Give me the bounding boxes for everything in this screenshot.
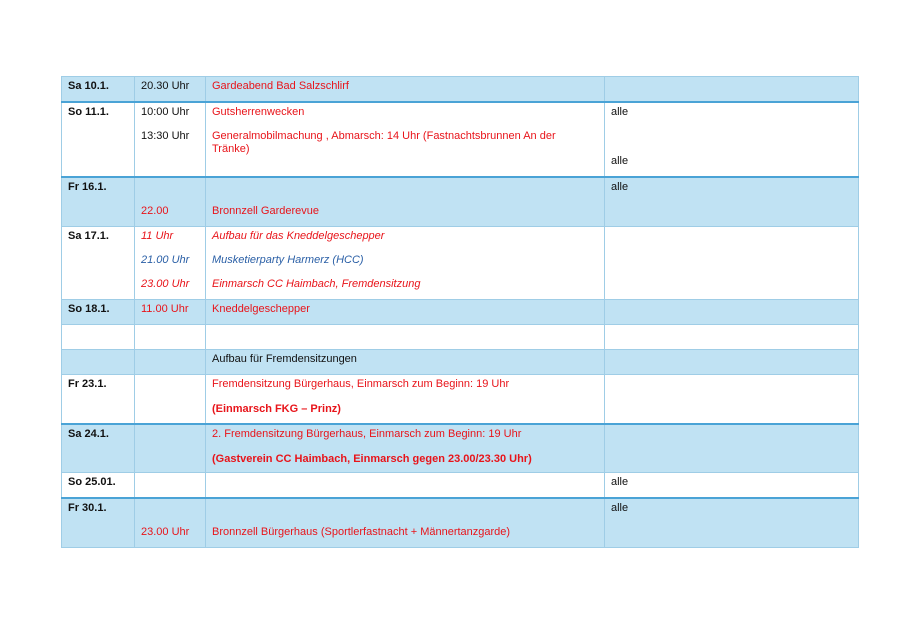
event-cell <box>206 77 605 102</box>
day-cell <box>62 77 135 102</box>
table-row <box>62 227 859 300</box>
event-cell <box>206 350 605 375</box>
table-row <box>62 300 859 325</box>
day-cell <box>62 177 135 227</box>
day-cell <box>62 227 135 300</box>
event-cell <box>206 498 605 548</box>
day-label: Sa 24.1. <box>68 427 109 440</box>
day-cell <box>62 498 135 548</box>
who-cell <box>605 473 859 498</box>
schedule-table <box>61 76 859 548</box>
time-label: 20.30 Uhr <box>141 80 190 92</box>
day-label: Fr 23.1. <box>68 378 107 390</box>
event-label: Bronnzell Garderevue <box>212 204 320 217</box>
event-label: Einmarsch CC Haimbach, Fremdensitzung <box>212 278 421 290</box>
who-cell <box>605 375 859 424</box>
event-label: Gutsherrenwecken <box>212 105 305 118</box>
table-row <box>62 424 859 473</box>
who-cell <box>605 325 859 350</box>
who-label: alle <box>611 501 629 514</box>
day-cell <box>62 424 135 473</box>
time-label: 11.00 Uhr <box>141 303 189 315</box>
event-label: (Einmarsch FKG – Prinz) <box>212 403 341 415</box>
time-cell <box>135 375 206 424</box>
time-cell <box>135 498 206 548</box>
who-cell <box>605 77 859 102</box>
event-label: Generalmobilmachung , Abmarsch: 14 Uhr (Fastnachtsbrunnen An der Tränke) <box>212 129 556 155</box>
day-cell <box>62 300 135 325</box>
time-label: 23.00 Uhr <box>141 278 190 290</box>
event-label: (Gastverein CC Haimbach, Einmarsch gegen 23.00/23.30 Uhr) <box>212 452 532 465</box>
event-cell <box>206 424 605 473</box>
event-label: Aufbau für das Kneddelgeschepper <box>212 230 385 242</box>
time-label: 13:30 Uhr <box>141 129 190 142</box>
event-label: Musketierparty Harmerz (HCC) <box>212 254 364 266</box>
day-cell <box>62 375 135 424</box>
time-label: 11 Uhr <box>141 230 174 242</box>
event-cell <box>206 300 605 325</box>
who-cell <box>605 102 859 177</box>
time-cell <box>135 473 206 498</box>
event-cell <box>206 227 605 300</box>
who-cell <box>605 498 859 548</box>
event-label: Aufbau für Fremdensitzungen <box>212 353 357 365</box>
day-label: Fr 16.1. <box>68 180 107 193</box>
day-label: Sa 10.1. <box>68 80 109 92</box>
who-label: alle <box>611 476 629 488</box>
day-cell <box>62 350 135 375</box>
event-cell <box>206 102 605 177</box>
who-label: alle <box>611 154 629 167</box>
time-cell <box>135 300 206 325</box>
time-cell <box>135 102 206 177</box>
who-label: alle <box>611 180 629 193</box>
table-row <box>62 350 859 375</box>
time-cell <box>135 177 206 227</box>
who-cell <box>605 227 859 300</box>
who-cell <box>605 424 859 473</box>
time-cell <box>135 227 206 300</box>
day-label: So 18.1. <box>68 303 110 315</box>
table-row <box>62 325 859 350</box>
event-cell <box>206 473 605 498</box>
day-label: So 25.01. <box>68 476 116 488</box>
table-row <box>62 375 859 424</box>
time-label: 22.00 <box>141 204 169 217</box>
day-label: Fr 30.1. <box>68 501 107 514</box>
time-label: 10:00 Uhr <box>141 105 190 118</box>
table-row <box>62 102 859 177</box>
table-row <box>62 473 859 498</box>
event-label: 2. Fremdensitzung Bürgerhaus, Einmarsch zum Beginn: 19 Uhr <box>212 427 522 440</box>
event-label: Gardeabend Bad Salzschlirf <box>212 80 349 92</box>
time-cell <box>135 424 206 473</box>
time-label: 23.00 Uhr <box>141 525 190 538</box>
who-cell <box>605 177 859 227</box>
day-cell <box>62 473 135 498</box>
event-cell <box>206 325 605 350</box>
day-cell <box>62 325 135 350</box>
time-cell <box>135 325 206 350</box>
table-row <box>62 498 859 548</box>
event-label: Kneddelgeschepper <box>212 303 310 315</box>
event-cell <box>206 375 605 424</box>
day-label: Sa 17.1. <box>68 230 109 242</box>
time-cell <box>135 77 206 102</box>
table-row <box>62 177 859 227</box>
time-label: 21.00 Uhr <box>141 254 190 266</box>
who-label <box>611 77 852 80</box>
who-cell <box>605 300 859 325</box>
event-label: Bronnzell Bürgerhaus (Sportlerfastnacht + Männertanzgarde) <box>212 525 511 538</box>
day-cell <box>62 102 135 177</box>
who-cell <box>605 350 859 375</box>
table-row <box>62 77 859 102</box>
event-label: Fremdensitzung Bürgerhaus, Einmarsch zum Beginn: 19 Uhr <box>212 378 510 390</box>
who-label: alle <box>611 105 629 118</box>
time-cell <box>135 350 206 375</box>
day-label: So 11.1. <box>68 105 109 118</box>
event-cell <box>206 177 605 227</box>
